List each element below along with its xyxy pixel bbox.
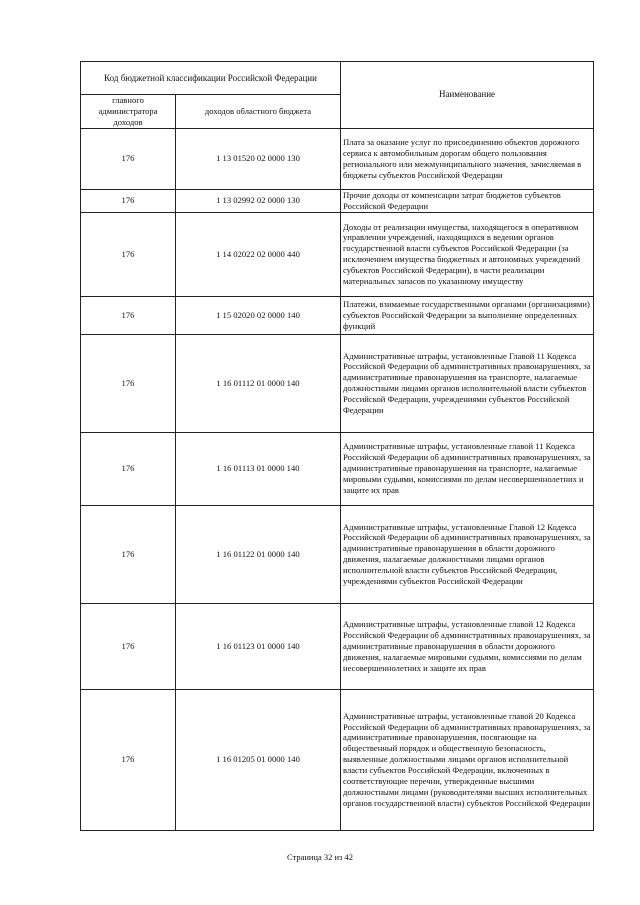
name-cell: Административные штрафы, установленные Главой 12 Кодекса Российской Федерации об административных правонарушениях, за административные правонарушения в области дорожного движения, налагаемые должностными лицами органов исполнительной власти субъектов Российской Федерации, учреждениями субъектов Российской Федерации: [341, 505, 594, 603]
admin-code-cell: 176: [81, 689, 176, 830]
admin-code-cell: 176: [81, 432, 176, 505]
admin-code-cell: 176: [81, 296, 176, 334]
revenue-code-cell: 1 13 01520 02 0000 130: [176, 128, 341, 189]
name-cell: Доходы от реализации имущества, находящегося в оперативном управлении учреждений, находящихся в ведении органов государственной власти субъектов Российской Федерации (за исключением имущества бюджетных и автономных учреждений субъектов Российской Федерации), в части реализации материальных запасов по указанному имуществу: [341, 212, 594, 296]
header-admin: главного администратора доходов: [81, 95, 176, 129]
header-revenue: доходов областного бюджета: [176, 95, 341, 129]
table-row: [81, 432, 594, 505]
table-row: [81, 128, 594, 189]
name-cell: Прочие доходы от компенсации затрат бюджетов субъектов Российской Федерации: [341, 189, 594, 212]
revenue-code-cell: 1 16 01205 01 0000 140: [176, 689, 341, 830]
table-row: [81, 334, 594, 432]
revenue-code-cell: 1 13 02992 02 0000 130: [176, 189, 341, 212]
admin-code-cell: 176: [81, 603, 176, 689]
admin-code-cell: 176: [81, 189, 176, 212]
admin-code-cell: 176: [81, 505, 176, 603]
name-cell: Административные штрафы, установленные главой 11 Кодекса Российской Федерации об административных правонарушениях, за административные правонарушения на транспорте, налагаемые мировыми судьями, комиссиями по делам несовершеннолетних и защите их прав: [341, 432, 594, 505]
budget-classification-table: [80, 61, 594, 831]
name-cell: Административные штрафы, установленные главой 20 Кодекса Российской Федерации об административных правонарушениях, за административные правонарушения, посягающие на общественный порядок и общественную безопасность, выявленные должностными лицами органов исполнительной власти субъектов Российской Федерации, включенных в соответствующие перечни, утвержденные высшими должностными лицами (руководителями высших исполнительных органов государственной власти) субъектов Российской Федерации: [341, 689, 594, 830]
revenue-code-cell: 1 15 02020 02 0000 140: [176, 296, 341, 334]
revenue-code-cell: 1 16 01122 01 0000 140: [176, 505, 341, 603]
name-cell: Административные штрафы, установленные Главой 11 Кодекса Российской Федерации об административных правонарушениях, за административные правонарушения на транспорте, налагаемые должностными лицами органов исполнительной власти субъектов Российской Федерации, учреждениями субъектов Российской Федерации: [341, 334, 594, 432]
page-number: Страница 32 из 42: [286, 852, 354, 862]
admin-code-cell: 176: [81, 212, 176, 296]
revenue-code-cell: 1 16 01113 01 0000 140: [176, 432, 341, 505]
revenue-code-cell: 1 16 01123 01 0000 140: [176, 603, 341, 689]
admin-code-cell: 176: [81, 128, 176, 189]
table-row: [81, 189, 594, 212]
name-cell: Плата за оказание услуг по присоединению объектов дорожного сервиса к автомобильным дорогам общего пользования регионального или межмуниципального значения, зачисляемая в бюджеты субъектов Российской Федерации: [341, 128, 594, 189]
table-row: [81, 296, 594, 334]
name-cell: Платежи, взимаемые государственными органами (организациями) субъектов Российской Федерации за выполнение определенных функций: [341, 296, 594, 334]
table-row: [81, 212, 594, 296]
header-name: Наименование: [341, 62, 594, 129]
table-row: [81, 603, 594, 689]
header-budget-code: Код бюджетной классификации Российской Федерации: [81, 62, 341, 95]
admin-code-cell: 176: [81, 334, 176, 432]
name-cell: Административные штрафы, установленные главой 12 Кодекса Российской Федерации об административных правонарушениях, за административные правонарушения в области дорожного движения, налагаемые мировыми судьями, комиссиями по делам несовершеннолетних и защите их прав: [341, 603, 594, 689]
revenue-code-cell: 1 16 01112 01 0000 140: [176, 334, 341, 432]
table-row: [81, 689, 594, 830]
table-row: [81, 505, 594, 603]
revenue-code-cell: 1 14 02022 02 0000 440: [176, 212, 341, 296]
